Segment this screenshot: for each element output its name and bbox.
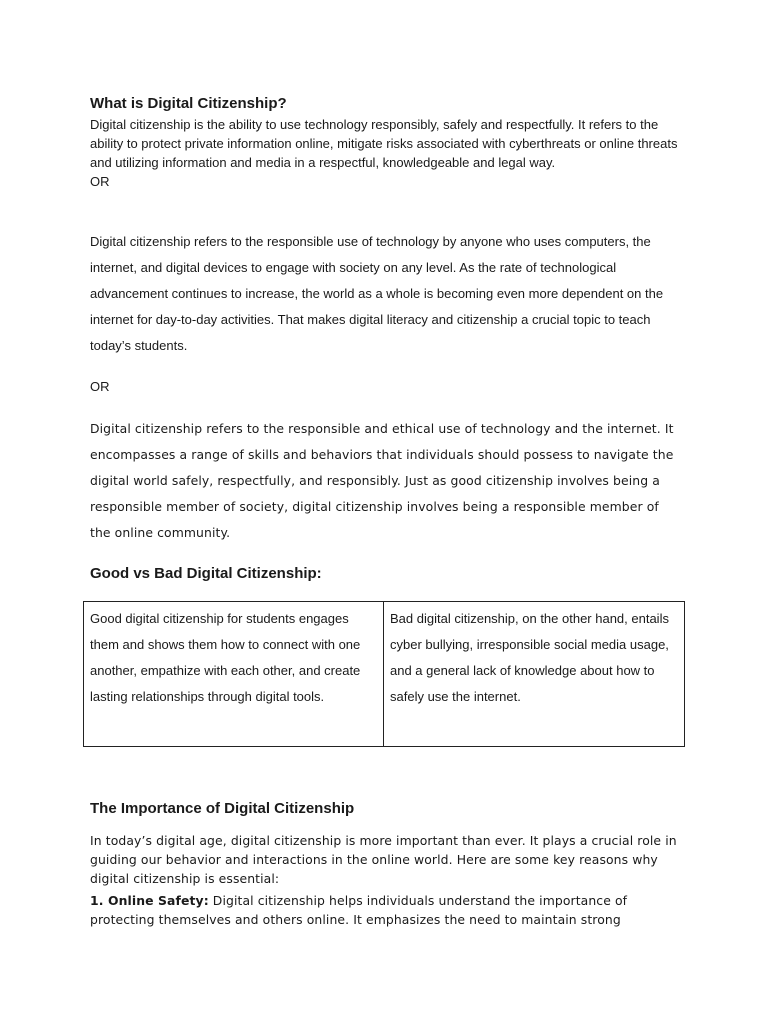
good-vs-bad-table [83, 601, 685, 747]
online-safety-label: 1. Online Safety: [90, 893, 209, 908]
table-row [84, 602, 685, 747]
or-separator-1: OR [90, 174, 110, 189]
definition-paragraph-3: Digital citizenship refers to the responsible and ethical use of technology and the internet. It encompasses a range of skills and behaviors that individuals should possess to navigate the digital world safely, respectfully, and responsibly. Just as good citizenship involves being a responsible member of society, digital citizenship involves being a responsible member of the online community. [90, 421, 674, 540]
heading-good-vs-bad: Good vs Bad Digital Citizenship: [90, 565, 322, 582]
definition-block-3 [90, 416, 690, 546]
bad-citizenship-cell: Bad digital citizenship, on the other hand, entails cyber bullying, irresponsible social media usage, and a general lack of knowledge about how to safely use the internet. [384, 602, 685, 747]
online-safety-paragraph [90, 891, 680, 929]
or-separator-2: OR [90, 379, 110, 394]
heading-importance: The Importance of Digital Citizenship [90, 800, 355, 817]
heading-what-is-digital-citizenship: What is Digital Citizenship? [90, 95, 287, 112]
good-citizenship-cell: Good digital citizenship for students engages them and shows them how to connect with one another, empathize with each other, and create lasting relationships through digital tools. [84, 602, 384, 747]
online-safety-text: Digital citizenship helps individuals understand the importance of protecting themselves and others online. It emphasizes the need to maintain strong [90, 893, 628, 927]
definition-paragraph-1: Digital citizenship is the ability to use technology responsibly, safely and respectfully. It refers to the ability to protect private information online, mitigate risks associated with cyberthreats or online threats and utilizing information and media in a respectful, knowledgeable and legal way. [90, 117, 678, 170]
importance-intro-paragraph: In today’s digital age, digital citizenship is more important than ever. It plays a crucial role in guiding our behavior and interactions in the online world. Here are some key reasons why digital citizenship is essential: [90, 833, 677, 886]
definition-paragraph-2: Digital citizenship refers to the responsible use of technology by anyone who uses computers, the internet, and digital devices to engage with society on any level. As the rate of technological advancement continues to increase, the world as a whole is becoming even more dependent on the internet for day-to-day activities. That makes digital literacy and citizenship a crucial topic to teach today’s students. [90, 234, 664, 353]
definition-block-2 [90, 229, 690, 359]
section-what-is [90, 93, 690, 191]
importance-block [90, 831, 690, 929]
